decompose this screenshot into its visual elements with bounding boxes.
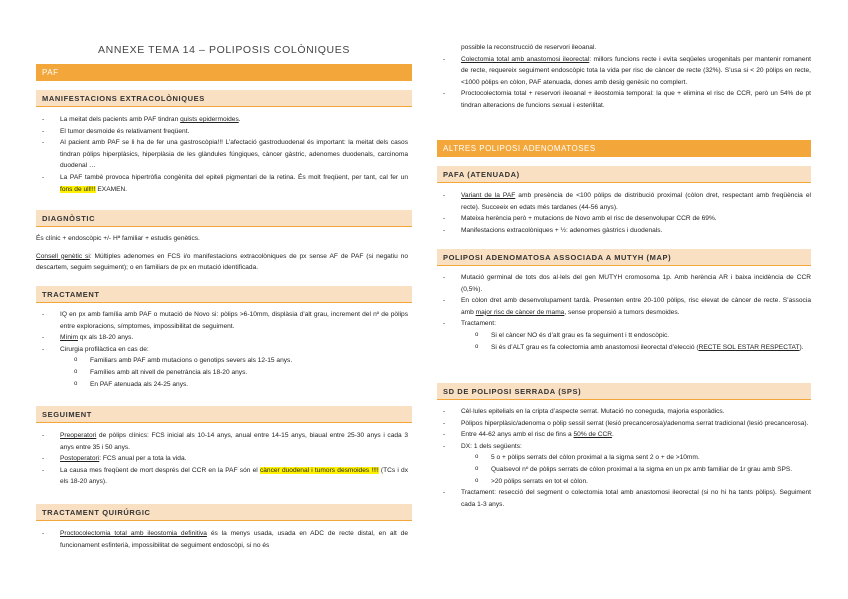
list-item: - Proctocolectomia total amb ileostomia definitiva és la menys usada, usada en ADC de recte distal, en alt de funcionament esfinterià, impossibilitat de seguiment endoscòpi, si no és xyxy=(36,528,408,551)
map-list xyxy=(437,272,811,353)
list-item: - Proctocolectomia total + reservori ileoanal + ileostomia temporal: la que + elimina el risc de CCR, però un 54% de pt tindran alteracions de funcions sexual i esterilitat. xyxy=(437,88,811,111)
sub-list-item: o Si és d’ALT grau es fa colectomia amb anastomosi ileorectal d’elecció (RECTE SOL ESTAR RESPECTAT). xyxy=(437,342,811,354)
list-item: - IQ en px amb família amb PAF o mutació de Novo si: pòlips >6-10mm, displàsia d’alt grau, increment del nº de pòlips entre exploracions, símptomes, impossibilitat de seguiment. xyxy=(36,309,408,332)
tractament-list xyxy=(36,309,408,390)
list-item: - Al pacient amb PAF se li ha de fer una gastroscòpia!!! L’afectació gastroduodenal és important: la meitat dels casos tindran pòlips hiperplàsics, hiperplàsia de les glàndules fúngiques, càncer gàstric, adenomes duodenals, carcinoma duodenal … xyxy=(36,137,408,172)
list-item: - Pòlipos hiperplàsic/adenoma o pòlip sessil serrat (lesió precancerosa)/adenoma serrat tradicional (lesió precancerosa). xyxy=(437,418,811,430)
list-item: - Cèl·lules epitelials en la cripta d’aspecte serrat. Mutació no coneguda, majoria esporàdics. xyxy=(437,406,811,418)
tractament-heading: TRACTAMENT xyxy=(36,286,412,303)
manifestacions-list xyxy=(36,114,408,195)
sub-list-item: o Famílies amb alt nivell de penetrància als 18-20 anys. xyxy=(36,367,408,379)
seguiment-heading: SEGUIMENT xyxy=(36,406,412,423)
page-title: ANNEXE TEMA 14 – POLIPOSIS COLÒNIQUES xyxy=(98,44,350,56)
list-item: - Variant de la PAF amb presència de <100 pòlips de distribució proximal (còlon dret, respectant amb freqüència el recte). Succeeix en edats més tardanes (44-56 anys). xyxy=(437,190,811,213)
manifestacions-heading: MANIFESTACIONS EXTRACOLÒNIQUES xyxy=(36,90,412,107)
altres-poliposi-bar: ALTRES POLIPOSI ADENOMATOSES xyxy=(437,140,811,157)
continuation-list: possible la reconstrucció de reservori ileoanal. - Colectomia total amb anastomosi ileorectal: millors funcions recte i evita seqüeles urogenitals per mantenir romanent de recte, requereix seguiment endoscòpic tota la vida per risc de càncer de recte (32%). S’usa si < 20 pòlips en recte, <1000 pòlips en còlon, PAF atenuada, dones amb desig genèsic no complert. - Proctocolectomia total + reservori ileoanal + ileostomia temporal: la que + elimina el risc de CCR, però un 54% de pt tindran alteracions de funcions sexual i esterilitat. xyxy=(437,42,811,112)
diagnostic-heading: DIAGNÒSTIC xyxy=(36,210,412,227)
diagnostic-text: És clínic + endoscòpic +/- Hª familiar + estudis genètics. Consell genètic si: Múltiples adenomes en FCS i/o manifestacions extracolòniques de px sense AF de PAF (si negatiu no descartem, seguim seguiment); o en familiars de px en mutació identificada. xyxy=(36,235,408,272)
list-item: - Mutació germinal de tots dos al·lels del gen MUTYH cromosoma 1p. Amb herència AR i baixa incidència de CCR (0,5%). xyxy=(437,272,811,295)
pafa-heading: PAFA (ATENUADA) xyxy=(437,166,811,183)
map-heading: POLIPOSI ADENOMATOSA ASSOCIADA A MUTYH (MAP) xyxy=(437,249,811,266)
list-item: - El tumor desmoide és relativament freqüent. xyxy=(36,126,408,138)
tractament-quirurgic-list xyxy=(36,528,408,551)
seguiment-list xyxy=(36,430,408,488)
list-item: - Cirurgia profilàctica en cas de: xyxy=(36,344,408,356)
sub-list-item: o Si el càncer NO és d’alt grau es fa seguiment i tt endoscòpic. xyxy=(437,330,811,342)
sps-heading: SD DE POLIPOSI SERRADA (SPS) xyxy=(437,383,811,400)
list-item: - Mateixa herència però + mutacions de Novo amb el risc de desenvolupar CCR de 69%. xyxy=(437,213,811,225)
list-item: - Manifestacions extracolòniques + ½: adenomes gàstrics i duodenals. xyxy=(437,225,811,237)
tractament-quirurgic-heading: TRACTAMENT QUIRÚRGIC xyxy=(36,504,412,521)
list-item: - La PAF també provoca hipertròfia congènita del epiteli pigmentari de la retina. És molt freqüent, per tant, cal fer un fons de ull!!! EXAMEN. xyxy=(36,172,408,195)
list-item: - DX: 1 dels següents: xyxy=(437,441,811,453)
list-item: - Mínim qx als 18-20 anys. xyxy=(36,332,408,344)
sub-list-item: o Qualsevol nº de pòlips serrats de còlon proximal a la sigma en un px amb familiar de 1r grau amb SPS. xyxy=(437,464,811,476)
list-item: - En còlon dret amb desenvolupament tardà. Presenten entre 20-100 pòlips, risc elevat de càncer de recte. S’associa amb major risc de càncer de mama, sense propensió a tumors desmoides. xyxy=(437,295,811,318)
sub-list-item: o Familiars amb PAF amb mutacions o genotips severs als 12-15 anys. xyxy=(36,355,408,367)
list-item: - Postoperatori: FCS anual per a tota la vida. xyxy=(36,453,408,465)
paf-bar: PAF xyxy=(36,64,412,81)
sps-list xyxy=(437,406,811,510)
list-item: - La causa mes freqüent de mort després del CCR en la PAF són el càncer duodenal i tumors desmoides !!!! (TCs i dx els 18-20 anys). xyxy=(36,465,408,488)
sub-list-item: o En PAF atenuada als 24-25 anys. xyxy=(36,379,408,391)
list-item: - Tractament: resecció del segment o colectomia total amb anastomosi ileorectal (si no hi ha tants pòlips). Seguiment cada 1-3 anys. xyxy=(437,487,811,510)
list-item: - Preoperatori de pòlips clínics: FCS inicial als 10-14 anys, anual entre 14-15 anys, biaual entre 25-30 anys i cada 3 anys entre 35 i 50 anys. xyxy=(36,430,408,453)
list-item: - Tractament: xyxy=(437,318,811,330)
list-item: - Colectomia total amb anastomosi ileorectal: millors funcions recte i evita seqüeles urogenitals per mantenir romanent de recte, requereix seguiment endoscòpic tota la vida per risc de càncer de recte (32%). S’usa si < 20 pòlips en recte, <1000 pòlips en còlon, PAF atenuada, dones amb desig genèsic no complert. xyxy=(437,54,811,89)
list-item: - La meitat dels pacients amb PAF tindran quists epidermoides. xyxy=(36,114,408,126)
sub-list-item: o >20 pòlips serrats en tot el còlon. xyxy=(437,476,811,488)
pafa-list xyxy=(437,190,811,236)
sub-list-item: o 5 o + pòlips serrats del còlon proximal a la sigma sent 2 o + de >10mm. xyxy=(437,452,811,464)
list-item: - Entre 44-62 anys amb el risc de fins a 50% de CCR. xyxy=(437,429,811,441)
